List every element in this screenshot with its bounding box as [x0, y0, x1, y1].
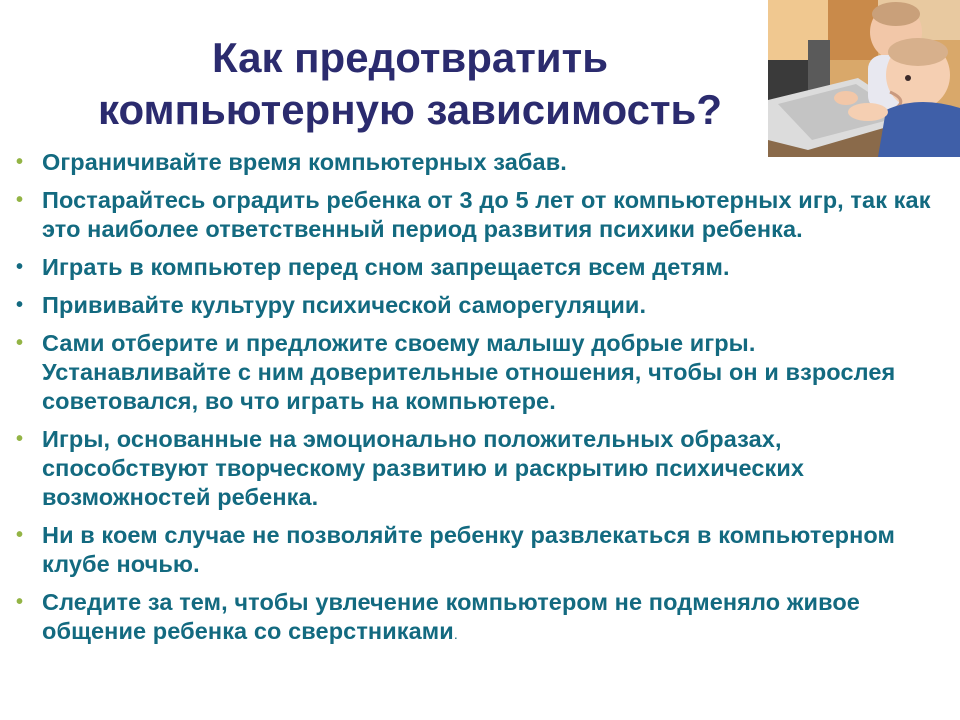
bullet-tail: . — [453, 626, 458, 642]
bullet-text: Прививайте культуру психической саморегуляции. — [42, 292, 647, 318]
bullet-dot-icon: • — [16, 189, 24, 211]
list-item — [14, 186, 934, 247]
bullet-text: Ограничивайте время компьютерных забав. — [42, 149, 567, 175]
title-line-1: Как предотвратить — [211, 34, 609, 81]
bullet-dot-icon: • — [16, 332, 24, 354]
bullet-dot-icon: • — [16, 294, 24, 316]
children-at-computer-photo — [768, 0, 960, 157]
list-item — [14, 253, 934, 285]
bullet-text: Сами отберите и предложите своему малышу добрые игры. Устанавливайте с ним доверительные отношения, чтобы он и взрослея советовался, во что играть на компьютере. — [42, 330, 896, 414]
bullet-text: Постарайтесь оградить ребенка от 3 до 5 лет от компьютерных игр, так как это наиболее ответственный период развития психики ребенка. — [42, 187, 931, 242]
bullet-text: Играть в компьютер перед сном запрещается всем детям. — [42, 254, 730, 280]
list-item — [14, 521, 934, 582]
bullet-dot-icon: • — [16, 428, 24, 450]
list-item — [14, 148, 934, 180]
list-item — [14, 291, 934, 323]
bullet-dot-icon: • — [16, 524, 24, 546]
bullet-text: Следите за тем, чтобы увлечение компьютером не подменяло живое общение ребенка со сверстниками — [42, 589, 860, 644]
bullet-text: Игры, основанные на эмоционально положительных образах, способствуют творческому развитию и раскрытию психических возможностей ребенка. — [42, 426, 805, 510]
list-item — [14, 588, 934, 649]
bullet-list — [14, 148, 934, 655]
bullet-dot-icon: • — [16, 151, 24, 173]
bullet-dot-icon: • — [16, 256, 24, 278]
list-item — [14, 425, 934, 515]
list-item — [14, 329, 934, 419]
title-line-2: компьютерную зависимость? — [97, 86, 722, 133]
page-title — [40, 32, 780, 136]
bullet-dot-icon: • — [16, 591, 24, 613]
bullet-text: Ни в коем случае не позволяйте ребенку развлекаться в компьютерном клубе ночью. — [42, 522, 895, 577]
